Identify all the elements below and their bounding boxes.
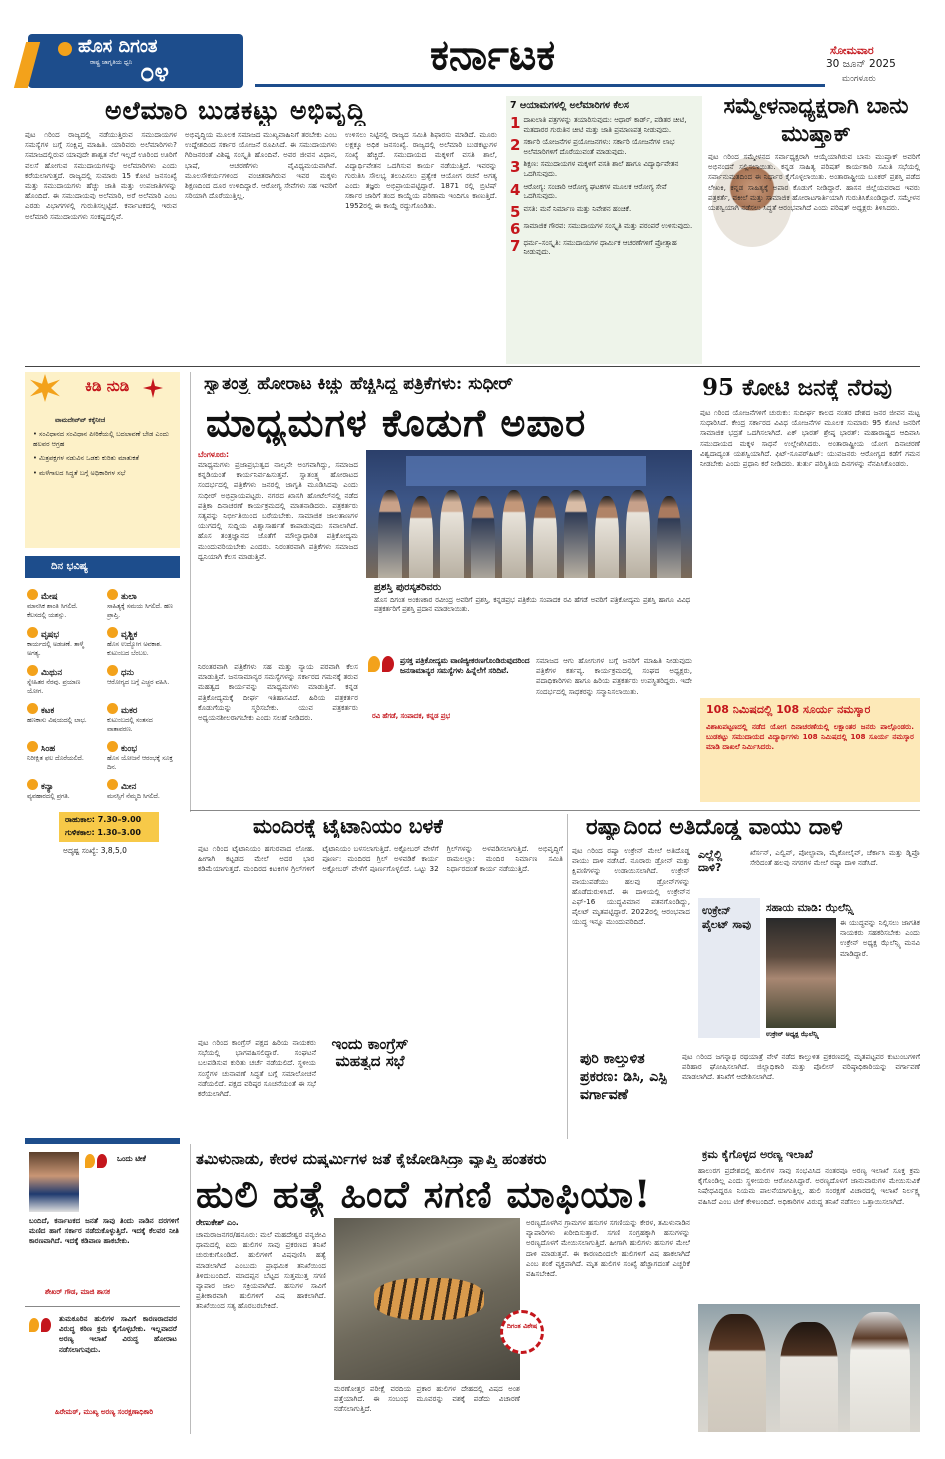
digantha-special-stamp: [500, 1310, 544, 1354]
story-media-photo-caption: ಪ್ರಶಸ್ತಿ ಪುರಸ್ಕತರಿವರು: [374, 582, 442, 593]
russia-where-body: ಖೆರ್ಸನ್, ಎಲ್ವಿವ್, ಪೋಲ್ಟಾವಾ, ಮೈಕೋಲೈವ್, ಚೆರ್ಕಾಸಿ ಮತ್ತು ಡ್ನಿಪ್ರೊ ಸೇರಿದಂತೆ ಹಲವು ನಗರಗಳ ಮೇಲೆ ರಷ್ಯಾ ದಾಳಿ ನಡೆಸಿದೆ.: [750, 848, 920, 868]
award-person-figure: [440, 490, 464, 578]
kidi-nudi-title: ಕಿಡಿ ನುಡಿ: [85, 378, 130, 394]
story-media-headline: ಮಾಧ್ಯಮಗಳ ಕೊಡುಗೆ ಅಪಾರ: [206, 400, 587, 445]
zelensky-photo: [766, 918, 836, 1028]
horoscope-sign-text: ಮಾನಸಿಕ ಶಾಂತಿ ಸಿಗಲಿದೆ. ಕೆಲಸದಲ್ಲಿ ಯಶಸ್ಸು.: [27, 603, 78, 619]
page-number: ೦೪: [140, 58, 170, 88]
box-commissions-title: 7 ಆಯಾಮಗಳಲ್ಲಿ ಅಲೆಮಾರಿಗಳ ಕೆಲಸ: [510, 100, 629, 111]
commission-item: [510, 205, 698, 219]
box-108-body: ವಿಶಾಖಪಟ್ಟಣದಲ್ಲಿ ನಡೆದ ಯೋಗ ದಿನಾಚರಣೆಯಲ್ಲಿ ಲಕ್ಷಾಂತರ ಜನರು ಪಾಲ್ಗೊಂಡರು. ಬುಡಕಟ್ಟು ಸಮುದಾಯದ ವಿದ್ಯಾರ್ಥಿಗಳು 108 ನಿಮಿಷದಲ್ಲಿ 108 ಸೂರ್ಯ ನಮಸ್ಕಾರ ಮಾಡಿ ದಾಖಲೆ ನಿರ್ಮಿಸಿದರು.: [706, 722, 914, 752]
horoscope-sign: [27, 698, 97, 726]
horoscope-sign-name: ಕುಂಭ: [121, 744, 138, 754]
divider-mid-row: [190, 810, 920, 811]
story-forest-body: ಹಾಲುರಗ ಪ್ರದೇಶದಲ್ಲಿ ಹುಲಿಗಳ ಸಾವು ಸಂಭವಿಸಿದ ನಂತರವೂ ಅರಣ್ಯ ಇಲಾಖೆ ಸೂಕ್ತ ಕ್ರಮ ಕೈಗೊಂಡಿಲ್ಲ ಎಂದು ಸ್ಥಳೀಯರು ಆರೋಪಿಸಿದ್ದಾರೆ. ಅರಣ್ಯದೊಳಗೆ ಜಾನುವಾರುಗಳ ಮೇಯಿಸುವಿಕೆ ನಿಷೇಧವಿದ್ದರೂ ನಿಯಮ ಪಾಲನೆಯಾಗುತ್ತಿಲ್ಲ. ಹುಲಿ ಸಂರಕ್ಷಣೆ ವಿಚಾರದಲ್ಲಿ ಇಲಾಖೆ ನಿರ್ಲಕ್ಷ್ಯ ವಹಿಸಿದೆ ಎಂಬ ಟೀಕೆ ಕೇಳಿಬಂದಿದೆ. ಅಧಿಕಾರಿಗಳ ವಿರುದ್ಧ ತನಿಖೆ ನಡೆಸಲು ಒತ್ತಾಯಿಸಲಾಗಿದೆ.: [698, 1166, 920, 1206]
commission-item-text: ದಾಖಲಾತಿ ಪತ್ರಗಳನ್ನು ತಯಾರಿಸುವುದು: ಆಧಾರ್ ಕಾರ್ಡ್, ಪಡಿತರ ಚೀಟಿ, ಮತದಾರರ ಗುರುತಿನ ಚೀಟಿ ಮತ್ತು ಜಾತಿ ಪ್ರಮಾಣಪತ್ರ ನೀಡುವುದು.: [523, 116, 687, 134]
masthead-logo: ಹೊಸ ದಿಗಂತ: [78, 36, 158, 57]
story-tiger-col3: ಅರಣ್ಯದೊಳಗಿನ ಗ್ರಾಮಗಳ ಹಸುಗಳ ಸಗಣಿಯನ್ನು ಕೇರಳ, ತಮಿಳುನಾಡಿನ ವ್ಯಾಪಾರಿಗಳು ಖರೀದಿಸುತ್ತಾರೆ. ಸಗಣಿ ಸಂಗ್ರಹಕ್ಕಾಗಿ ಹಸುಗಳನ್ನು ಅರಣ್ಯದೊಳಗೆ ಮೇಯಿಸಲಾಗುತ್ತಿದೆ. ಹೀಗಾಗಿ ಹುಲಿಗಳು ಹಸುಗಳ ಮೇಲೆ ದಾಳಿ ಮಾಡುತ್ತವೆ. ಈ ಕಾರಣದಿಂದಲೇ ಹುಲಿಗಳಿಗೆ ವಿಷ ಹಾಕಲಾಗಿದೆ ಎಂಬ ಶಂಕೆ ವ್ಯಕ್ತವಾಗಿದೆ. ಮೃತ ಹುಲಿಗಳ ಸಂಖ್ಯೆ ಹೆಚ್ಚಾಗದಂತೆ ಎಚ್ಚರಿಕೆ ವಹಿಸಬೇಕಿದೆ.: [526, 1218, 690, 1279]
horoscope-box: [25, 556, 180, 856]
story-media-kicker: ಸ್ವಾತಂತ್ರ್ಯ ಹೋರಾಟ ಕಿಚ್ಚು ಹೆಚ್ಚಿಸಿದ್ದ ಪತ್ರಿಕೆಗಳು: ಸುಧೀರ್: [204, 374, 513, 394]
story-almari: [25, 96, 500, 364]
horoscope-sign: [27, 584, 97, 621]
story-almari-col3: ಉಳಿಸಲು ನಿಟ್ಟಿನಲ್ಲಿ ರಾಜ್ಯದ ಸಮಿತಿ ಶಿಫಾರಸು ಮಾಡಿದೆ. ಮೂರು ಲಕ್ಷಕ್ಕೂ ಅಧಿಕ ಜನಸಂಖ್ಯೆ. ರಾಜ್ಯದಲ್ಲಿ ಅಲೆಮಾರಿ ಬುಡಕಟ್ಟುಗಳ ಸಂಖ್ಯೆ ಹೆಚ್ಚಿದೆ. ಸಮುದಾಯದ ಮಕ್ಕಳಿಗೆ ವಸತಿ ಶಾಲೆ, ವಿದ್ಯಾರ್ಥಿವೇತನ ಒದಗಿಸುವ ಕಾರ್ಯ ನಡೆಯುತ್ತಿದೆ. ಇವರನ್ನು ಗುರುತಿಸಿ ಸೌಲಭ್ಯ ತಲುಪಿಸಲು ಪ್ರತ್ಯೇಕ ಆಯೋಗ ರಚನೆ ಅಗತ್ಯ ಎಂದು ತಜ್ಞರು ಅಭಿಪ್ರಾಯಪಟ್ಟಿದ್ದಾರೆ. 1871 ರಲ್ಲಿ ಬ್ರಿಟಿಷ್ ಸರ್ಕಾರ ಜಾರಿಗೆ ತಂದ ಕಾಯ್ದೆಯ ಪರಿಣಾಮ ಇಂದಿಗೂ ಕಾಣುತ್ತಿದೆ. 1952ರಲ್ಲಿ ಈ ಕಾಯ್ದೆ ರದ್ದುಗೊಂಡಿತು.: [345, 130, 497, 211]
box-108: [700, 698, 920, 802]
story-media: [198, 372, 693, 808]
commission-item-number: 7: [510, 238, 521, 255]
zodiac-icon: [107, 703, 118, 714]
zelensky-caption: ಉಕ್ರೇನ್ ಅಧ್ಯಕ್ಷ ಝೆಲೆನ್ಸ್ಕಿ: [766, 1030, 819, 1038]
accused-persons-photo: [698, 1304, 920, 1432]
column-comment-2: [25, 1310, 180, 1430]
column-comment-1-quote-icon: [85, 1154, 109, 1172]
story-tiger-col2: ಮರಣೋತ್ತರ ಪರೀಕ್ಷೆ ವರದಿಯ ಪ್ರಕಾರ ಹುಲಿಗಳ ದೇಹದಲ್ಲಿ ವಿಷದ ಅಂಶ ಪತ್ತೆಯಾಗಿದೆ. ಈ ಸಂಬಂಧ ಮೂವರನ್ನು ವಶಕ್ಕೆ ಪಡೆದು ವಿಚಾರಣೆ ನಡೆಸಲಾಗುತ್ತಿದೆ.: [334, 1384, 520, 1414]
column-comment-1-author: ಶೇಖರ್ ಗೌಡ, ಮಾಜಿ ಶಾಸಕ: [45, 1288, 111, 1296]
russia-where-title: ಎಲ್ಲೆಲ್ಲಿ ದಾಳಿ?: [698, 848, 723, 874]
story-titanium-body: ಪುಟ ೧ರಿಂದ ಟೈಟಾನಿಯಂ ಹಗುರವಾದ ಲೋಹ. ಹೀಗಾಗಿ ಕಟ್ಟಡದ ಮೇಲೆ ಅದರ ಭಾರ ಕಡಿಮೆಯಾಗುತ್ತದೆ. ಮಂದಿರದ ಕಿಟಕಿಗಳ ಗ್ರಿಲ್‌ಗಳಿಗೆ ಟೈಟಾನಿಯಂ ಬಳಸಲಾಗುತ್ತಿದೆ. ಅಕ್ಟೋಬರ್ ವೇಳೆಗೆ ಪೂರ್ಣ: ಮಂದಿರದ ಗ್ರಿಲ್ ಅಳವಡಿಕೆ ಕಾರ್ಯ ಅಕ್ಟೋಬರ್ ವೇಳೆಗೆ ಪೂರ್ಣಗೊಳ್ಳಲಿದೆ. ಒಟ್ಟು 32 ಗ್ರಿಲ್‌ಗಳನ್ನು ಅಳವಡಿಸಲಾಗುತ್ತಿದೆ. ಅಭಿವೃದ್ಧಿಗೆ ರಾಮಲಲ್ಲಾ: ಮಂದಿರ ನಿರ್ಮಾಣ ಸಮಿತಿ ನಿರ್ಧಾರದಂತೆ ಕಾರ್ಯ ನಡೆಯುತ್ತಿದೆ.: [198, 844, 563, 874]
award-person-figure: [564, 490, 588, 578]
award-person-figure: [471, 496, 495, 578]
commission-item-number: 1: [510, 116, 521, 132]
bottom-left-bar: [25, 1138, 180, 1144]
registration-marks-bottom-3: [830, 1440, 890, 1448]
story-tiger-kicker: ತಮಿಳುನಾಡು, ಕೇರಳ ದುಷ್ಕರ್ಮಿಗಳ ಜತೆ ಕೈಜೋಡಿಸಿದ್ರಾ ವ್ಯಾಪ್ತಿ ಹಂತಕರು: [196, 1150, 547, 1168]
award-person-figure: [657, 496, 681, 578]
commission-item-text: ವಸತಿ: ಮನೆ ನಿರ್ಮಾಣ ಮತ್ತು ನಿವೇಶನ ಹಂಚಿಕೆ.: [523, 204, 632, 213]
story-almari-headline: ಅಲೆಮಾರಿ ಬುಡಕಟ್ಟು ಅಭಿವೃದ್ಧಿ: [105, 96, 367, 125]
kidi-nudi-item: • ಮಳೆಗಾಲದ ಸಿದ್ಧತೆ ಬಗ್ಗೆ ಅಧಿಕಾರಿಗಳ ಸಭೆ: [33, 468, 126, 477]
kidi-nudi-item: • ಮಿತ್ರಪಕ್ಷಗಳ ನಡುವಿನ ಒಡಕು ಕುರಿತು ಮಾತುಕತೆ: [33, 454, 140, 462]
commission-item: [510, 116, 698, 135]
divider-vertical-lower: [567, 814, 568, 1139]
horoscope-sign-text: ಹೊಸ ಉದ್ಯೋಗ ಅವಕಾಶ. ಕುಟುಂಬದ ಬೆಂಬಲ.: [107, 641, 162, 657]
horoscope-sign: [107, 660, 177, 688]
column-comment-1-title: ಒಂದು ಟೀಕೆ: [117, 1154, 146, 1163]
registration-marks-bottom-2: [432, 1440, 492, 1448]
commission-item-number: 6: [510, 221, 521, 236]
story-forest: [698, 1148, 920, 1438]
story-tiger-byline: ರೇಣುಕೇಶ್ ಎಂ.: [196, 1218, 239, 1227]
commission-item-number: 5: [510, 204, 521, 219]
column-comment-2-quote-icon: [29, 1318, 53, 1336]
horoscope-sign-text: ಸಾಹಿತ್ಯಕ್ಕೆ ಸಮಯ ಸಿಗಲಿದೆ. ಹಣ ಪ್ರಾಪ್ತಿ.: [107, 603, 173, 619]
commission-item: [510, 160, 698, 179]
box-108-title: 108 ನಿಮಿಷದಲ್ಲಿ 108 ಸೂರ್ಯ ನಮಸ್ಕಾರ: [706, 703, 871, 716]
russia-help-body: ಈ ಯುದ್ಧವನ್ನು ನಿಲ್ಲಿಸಲು ಜಾಗತಿಕ ನಾಯಕರು ಸಹಕರಿಸಬೇಕು ಎಂದು ಉಕ್ರೇನ್ ಅಧ್ಯಕ್ಷ ಝೆಲೆನ್ಸ್ಕಿ ಮನವಿ ಮಾಡಿದ್ದಾರೆ.: [840, 918, 920, 958]
commission-item-text: ಸಾಮಾಜಿಕ ಗೌರವ: ಸಮುದಾಯಗಳ ಸಂಸ್ಕೃತಿ ಮತ್ತು ಪರಂಪರೆ ಉಳಿಸುವುದು.: [523, 221, 693, 230]
horoscope-sign-name: ಧನು: [121, 668, 134, 678]
zodiac-icon: [107, 589, 118, 600]
story-tiger-headline: ಹುಲಿ ಹತ್ಯೆ ಹಿಂದೆ ಸಗಣಿ ಮಾಫಿಯಾ!: [196, 1172, 652, 1216]
horoscope-sign-text: ಮನಸ್ಸಿಗೆ ನೆಮ್ಮದಿ ಸಿಗಲಿದೆ.: [107, 793, 160, 800]
story-tiger: [196, 1144, 690, 1434]
story-congress: [198, 1036, 563, 1140]
story-russia-headline: ರಷ್ಯಾದಿಂದ ಅತಿದೊಡ್ಡ ವಾಯು ದಾಳಿ: [586, 814, 843, 840]
award-banner-shape: [406, 456, 646, 486]
story-media-quote: ಪ್ರಸಕ್ತ ಪತ್ರಿಕೋದ್ಯಮ ವಾಣಿಜ್ಯೀಕರಣಗೊಂಡಿರುವುದರಿಂದ ಜನಸಾಮಾನ್ಯರ ಸಮಸ್ಯೆಗಳು ಹಿನ್ನೆಲೆಗೆ ಸರಿದಿವೆ.: [400, 656, 530, 675]
award-person-figure: [378, 490, 402, 578]
section-title-underline: [255, 84, 825, 87]
box-commissions: [506, 96, 702, 364]
award-person-figure: [595, 496, 619, 578]
story-95crore-headline: 95 ಕೋಟಿ ಜನಕ್ಕೆ ನೆರವು: [702, 374, 892, 401]
kidi-nudi-spark-icon: [143, 378, 163, 398]
commission-item: [510, 222, 698, 236]
kidi-nudi-burst-icon: [30, 374, 60, 402]
story-titanium-headline: ಮಂದಿರಕ್ಕೆ ಟೈಟಾನಿಯಂ ಬಳಕೆ: [253, 814, 444, 838]
horoscope-lucky: ಅದೃಷ್ಟ ಸಂಖ್ಯೆ: 3,8,5,0: [63, 846, 127, 855]
horoscope-sign: [27, 774, 97, 802]
horoscope-sign: [27, 660, 97, 697]
story-media-photo-credits: ಹೊಸ ದಿಗಂತ ಅಂಕಣಕಾರ ರವೀಂದ್ರ ಅವರಿಗೆ ಪ್ರಶಸ್ತಿ, ಕನ್ನಡಪ್ರಭ ಪತ್ರಿಕೆಯ ಸಂಪಾದಕ ರವಿ ಹೆಗಡೆ ಅವರಿಗೆ ಪತ್ರಿಕೋದ್ಯಮ ಪ್ರಶಸ್ತಿ ಹಾಗೂ ವಿವಿಧ ಪತ್ರಕರ್ತರಿಗೆ ಪ್ರಶಸ್ತಿ ಪ್ರದಾನ ಮಾಡಲಾಯಿತು.: [374, 596, 690, 613]
story-puri-body: ಪುಟ ೧ರಿಂದ ಜಗನ್ನಾಥ ರಥಯಾತ್ರೆ ವೇಳೆ ನಡೆದ ಕಾಲ್ತುಳಿತ ಪ್ರಕರಣದಲ್ಲಿ ಮೃತಪಟ್ಟವರ ಕುಟುಂಬಗಳಿಗೆ ಪರಿಹಾರ ಘೋಷಿಸಲಾಗಿದೆ. ಜಿಲ್ಲಾಧಿಕಾರಿ ಮತ್ತು ಪೊಲೀಸ್ ವರಿಷ್ಠಾಧಿಕಾರಿಯನ್ನು ವರ್ಗಾವಣೆ ಮಾಡಲಾಗಿದೆ. ತನಿಖೆಗೆ ಆದೇಶಿಸಲಾಗಿದೆ.: [682, 1052, 920, 1082]
commission-item-number: 3: [510, 160, 521, 177]
horoscope-sign: [107, 584, 177, 621]
kidi-nudi-item: • ಸಂವಿಧಾನದ ಸಂವಿಧಾನ ಪೀಠಿಕೆಯಲ್ಲಿ ಬದಲಾವಣೆ ಬೇಡ ಎಂದು ಹಲವರ ಆಗ್ರಹ: [33, 430, 169, 448]
horoscope-sign-text: ಕಾರ್ಯದಲ್ಲಿ ಅಡಚಣೆ. ತಾಳ್ಮೆ ಅಗತ್ಯ.: [27, 641, 85, 657]
story-almari-col1: ಪುಟ ೧ರಿಂದ ರಾಜ್ಯದಲ್ಲಿ ನಡೆಯುತ್ತಿರುವ ಸಮುದಾಯಗಳ ಸಮಸ್ಯೆಗಳ ಬಗ್ಗೆ ಸಂಕ್ಷಿಪ್ತ ಮಾಹಿತಿ. ಯಾರಿವರು ಅಲೆಮಾರಿಗಳು? ಸಮಾಜದಲ್ಲಿರುವ ಯಾವುದೇ ಶಾಶ್ವತ ನೆಲೆ ಇಲ್ಲದೆ ಊರಿಂದ ಊರಿಗೆ ವಲಸೆ ಹೋಗುವ ಸಮುದಾಯಗಳನ್ನು ಅಲೆಮಾರಿಗಳು ಎಂದು ಕರೆಯಲಾಗುತ್ತದೆ. ರಾಜ್ಯದಲ್ಲಿ ಸುಮಾರು 15 ಕೋಟಿ ಜನಸಂಖ್ಯೆ ಮತ್ತು ಸಮುದಾಯಗಳು ಹೆಚ್ಚು ಜಾತಿ ಮತ್ತು ಉಪಜಾತಿಗಳನ್ನು ಹೊಂದಿದೆ. ಈ ಸಮುದಾಯವು ಅಲೆಮಾರಿ, ಅರೆ ಅಲೆಮಾರಿ ಎಂಬ ಎರಡು ವಿಭಾಗಗಳಲ್ಲಿ ಗುರುತಿಸಲ್ಪಟ್ಟಿದೆ. ಕರ್ನಾಟಕದಲ್ಲಿ ಇರುವ ಅಲೆಮಾರಿ ಸಮುದಾಯಗಳು ಸಂಕಷ್ಟದಲ್ಲಿವೆ.: [25, 130, 177, 221]
person-2-shape: [780, 1322, 838, 1432]
commission-item-number: 4: [510, 182, 521, 199]
zodiac-icon: [27, 627, 38, 638]
divider-columns-left: [25, 1306, 180, 1307]
commission-item: [510, 138, 698, 157]
tiger-body-shape: [374, 1278, 484, 1320]
story-congress-headline: ಇಂದು ಕಾಂಗ್ರೆಸ್ ಮಹತ್ವದ ಸಭೆ: [331, 1036, 409, 1070]
story-95crore: [700, 372, 920, 808]
zodiac-icon: [107, 665, 118, 676]
horoscope-sign-text: ಹೊಸ ಯೋಜನೆ ಆರಂಭಕ್ಕೆ ಸೂಕ್ತ ದಿನ.: [107, 755, 173, 771]
award-group-photo: [366, 450, 692, 578]
zodiac-icon: [27, 741, 38, 752]
horoscope-sign: [27, 736, 97, 764]
masthead: [0, 0, 945, 92]
zodiac-icon: [107, 627, 118, 638]
column-comment-1: [25, 1146, 180, 1306]
story-almari-col2: ಅಭಿವೃದ್ಧಿಯ ಮೂಲಕ ಸಮಾಜದ ಮುಖ್ಯವಾಹಿನಿಗೆ ತರಬೇಕು ಎಂಬ ಉದ್ದೇಶದಿಂದ ಸರ್ಕಾರ ಯೋಜನೆ ರೂಪಿಸಿದೆ. ಈ ಸಮುದಾಯಗಳು ಗಿರಿಜನರಂತೆ ವಿಶಿಷ್ಟ ಸಂಸ್ಕೃತಿ ಹೊಂದಿವೆ. ಅವರ ಜೀವನ ವಿಧಾನ, ಭಾಷೆ, ಆಚರಣೆಗಳು ವೈವಿಧ್ಯಮಯವಾಗಿವೆ. ಮೂಲಸೌಕರ್ಯಗಳಿಂದ ವಂಚಿತರಾಗಿರುವ ಇವರ ಮಕ್ಕಳು ಶಿಕ್ಷಣದಿಂದ ದೂರ ಉಳಿದಿದ್ದಾರೆ. ಆರೋಗ್ಯ ಸೇವೆಗಳು ಸಹ ಇವರಿಗೆ ಸರಿಯಾಗಿ ದೊರೆಯುತ್ತಿಲ್ಲ.: [185, 130, 337, 201]
person-3-shape: [850, 1312, 910, 1432]
kidi-nudi-box: [25, 372, 180, 548]
horoscope-sign: [107, 622, 177, 659]
horoscope-sign-name: ಕಟಕ: [41, 706, 55, 716]
story-congress-body: ಪುಟ ೧ರಿಂದ ಕಾಂಗ್ರೆಸ್ ಪಕ್ಷದ ಹಿರಿಯ ನಾಯಕರು ಸಭೆಯಲ್ಲಿ ಭಾಗವಹಿಸಲಿದ್ದಾರೆ. ಸಂಘಟನೆ ಬಲಪಡಿಸುವ ಕುರಿತು ಚರ್ಚೆ ನಡೆಯಲಿದೆ. ಸ್ಥಳೀಯ ಸಂಸ್ಥೆಗಳ ಚುನಾವಣೆ ಸಿದ್ಧತೆ ಬಗ್ಗೆ ಸಮಾಲೋಚನೆ ನಡೆಯಲಿದೆ. ಪಕ್ಷದ ವರಿಷ್ಠರ ಸೂಚನೆಯಂತೆ ಈ ಸಭೆ ಕರೆಯಲಾಗಿದೆ.: [198, 1038, 316, 1099]
story-95crore-body: ಪುಟ ೧ರಿಂದ ಯೋಜನೆಗಳಿಗೆ ಚುರುಕು: ಸುದೀರ್ಘ ಕಾಲದ ನಂತರ ದೇಶದ ಜನರ ಜೀವನ ಮಟ್ಟ ಸುಧಾರಿಸಿದೆ. ಕೇಂದ್ರ ಸರ್ಕಾರದ ವಿವಿಧ ಯೋಜನೆಗಳ ಮೂಲಕ ಸುಮಾರು 95 ಕೋಟಿ ಜನರಿಗೆ ಸಾಮಾಜಿಕ ಭದ್ರತೆ ಒದಗಿಸಲಾಗಿದೆ. ಏಕ್ ಭಾರತ್ ಶ್ರೇಷ್ಠ ಭಾರತ್: ಮಹಾರಾಷ್ಟ್ರದ ಆದಿವಾಸಿ ಸಮುದಾಯದ ಮಕ್ಕಳ ಸಾಧನೆ ಉಲ್ಲೇಖಿಸಿದರು. ಅಂತಾರಾಷ್ಟ್ರೀಯ ಯೋಗ ದಿನಾಚರಣೆ ವಿಶ್ವದಾದ್ಯಂತ ಯಶಸ್ವಿಯಾಗಿದೆ. ಫಿಟ್-ಸೂಪರ್‌ಹಿಟ್: ಯುವಜನರು ಆರೋಗ್ಯದ ಕಡೆಗೆ ಗಮನ ನೀಡಬೇಕು ಎಂದು ಪ್ರಧಾನಿ ಕರೆ ನೀಡಿದರು. ತುರ್ತು ಪರಿಸ್ಥಿತಿಯ ದಿನಗಳನ್ನು ನೆನಪಿಸಿಕೊಂಡರು.: [700, 408, 920, 469]
masthead-day: ಸೋಮವಾರ: [830, 44, 874, 57]
horoscope-sign-name: ತುಲಾ: [121, 592, 137, 602]
divider-vertical-mid: [190, 372, 191, 812]
horoscope-sign-text: ಆರೋಗ್ಯದ ಬಗ್ಗೆ ಎಚ್ಚರ ವಹಿಸಿ.: [107, 679, 170, 686]
horoscope-sign-name: ಮಕರ: [121, 706, 138, 716]
zodiac-icon: [27, 589, 38, 600]
horoscope-sign-text: ಕುಟುಂಬದಲ್ಲಿ ಸಂತಸದ ವಾತಾವರಣ.: [107, 717, 153, 733]
commission-item: [510, 239, 698, 258]
story-media-col3: ಸಮಾಜದ ಆಗು ಹೋಗುಗಳ ಬಗ್ಗೆ ಜನರಿಗೆ ಮಾಹಿತಿ ನೀಡುವುದು ಪತ್ರಿಕೆಗಳ ಕರ್ತವ್ಯ. ಕಾರ್ಯಕ್ರಮದಲ್ಲಿ ಸಂಘದ ಅಧ್ಯಕ್ಷರು, ಪದಾಧಿಕಾರಿಗಳು ಹಾಗೂ ಹಿರಿಯ ಪತ್ರಕರ್ತರು ಉಪಸ್ಥಿತರಿದ್ದರು. ಇದೇ ಸಂದರ್ಭದಲ್ಲಿ ಸಾಧಕರನ್ನು ಸನ್ಮಾನಿಸಲಾಯಿತು.: [536, 656, 692, 696]
story-russia-body: ಪುಟ ೧ರಿಂದ ರಷ್ಯಾ ಉಕ್ರೇನ್ ಮೇಲೆ ಅತಿದೊಡ್ಡ ವಾಯು ದಾಳಿ ನಡೆಸಿದೆ. ನೂರಾರು ಡ್ರೋನ್ ಮತ್ತು ಕ್ಷಿಪಣಿಗಳನ್ನು ಉಡಾಯಿಸಲಾಗಿದೆ. ಉಕ್ರೇನ್ ವಾಯುಪಡೆಯು ಹಲವು ಡ್ರೋನ್‌ಗಳನ್ನು ಹೊಡೆದುರುಳಿಸಿದೆ. ಈ ದಾಳಿಯಲ್ಲಿ ಉಕ್ರೇನ್‌ನ ಎಫ್-16 ಯುದ್ಧವಿಮಾನ ಪತನಗೊಂಡಿದ್ದು, ಪೈಲಟ್ ಮೃತಪಟ್ಟಿದ್ದಾರೆ. 2022ರಲ್ಲಿ ಆರಂಭವಾದ ಯುದ್ಧ ಇನ್ನೂ ಮುಂದುವರಿದಿದೆ.: [572, 846, 690, 927]
horoscope-title: ದಿನ ಭವಿಷ್ಯ: [25, 556, 180, 578]
divider-top-row: [25, 366, 920, 367]
horoscope-gulikakala: ಗುಳಿಕಕಾಲ: 1.30–3.00: [65, 828, 141, 837]
commission-item-text: ಶಿಕ್ಷಣ: ಸಮುದಾಯಗಳ ಮಕ್ಕಳಿಗೆ ವಸತಿ ಶಾಲೆ ಹಾಗೂ ವಿದ್ಯಾರ್ಥಿವೇತನ ಒದಗಿಸುವುದು.: [523, 160, 679, 178]
story-titanium: [198, 814, 563, 1036]
horoscope-sign-text: ಹಣಕಾಸು ವಿಷಯದಲ್ಲಿ ಲಾಭ.: [27, 717, 87, 724]
digantha-special-stamp-text: ದಿಗಂತ ವಿಶೇಷ: [506, 1322, 538, 1330]
story-puri: [580, 1050, 920, 1140]
award-person-figure: [502, 490, 526, 578]
section-title: ಕರ್ನಾಟಕ: [430, 30, 556, 79]
column-comment-2-body: ತುಮಕೂರಿನ ಹುಲಿಗಳ ಸಾವಿಗೆ ಕಾರಣರಾದವರ ವಿರುದ್ಧ ಕಠಿಣ ಕ್ರಮ ಕೈಗೊಳ್ಳಬೇಕು. ಇಲ್ಲವಾದರೆ ಅರಣ್ಯ ಇಲಾಖೆ ವಿರುದ್ಧ ಹೋರಾಟ ನಡೆಸಲಾಗುವುದು.: [59, 1314, 177, 1354]
story-forest-headline: ಕ್ರಮ ಕೈಗೊಳ್ಳದ ಅರಣ್ಯ ಇಲಾಖೆ: [702, 1148, 813, 1161]
quote-mark-icon: [368, 656, 398, 686]
story-media-col1: ಮಾಧ್ಯಮಗಳು ಪ್ರಜಾಪ್ರಭುತ್ವದ ನಾಲ್ಕನೇ ಅಂಗವಾಗಿದ್ದು, ಸಮಾಜದ ಕನ್ನಡಿಯಂತೆ ಕಾರ್ಯನಿರ್ವಹಿಸುತ್ತವೆ. ಸ್ವಾತಂತ್ರ್ಯ ಹೋರಾಟದ ಸಂದರ್ಭದಲ್ಲಿ ಪತ್ರಿಕೆಗಳು ಜನರಲ್ಲಿ ಜಾಗೃತಿ ಮೂಡಿಸಿದವು ಎಂದು ಸುಧೀರ್ ಅಭಿಪ್ರಾಯಪಟ್ಟರು. ನಗರದ ಖಾಸಗಿ ಹೋಟೆಲ್‌ನಲ್ಲಿ ನಡೆದ ಪತ್ರಿಕಾ ದಿನಾಚರಣೆ ಕಾರ್ಯಕ್ರಮದಲ್ಲಿ ಮಾತನಾಡಿದರು. ಪತ್ರಕರ್ತರು ಸತ್ಯವನ್ನು ನಿರ್ಭೀತಿಯಿಂದ ಬರೆಯಬೇಕು. ಸಾಮಾಜಿಕ ಜಾಲತಾಣಗಳ ಯುಗದಲ್ಲಿ ಸುದ್ದಿಯ ವಿಶ್ವಾಸಾರ್ಹತೆ ಕಾಪಾಡುವುದು ಸವಾಲಾಗಿದೆ. ಹೊಸ ತಂತ್ರಜ್ಞಾನದ ಜೊತೆಗೆ ಮೌಲ್ಯಾಧಾರಿತ ಪತ್ರಿಕೋದ್ಯಮ ಮುಂದುವರಿಯಬೇಕು ಎಂದರು. ನಿರಂತರವಾಗಿ ಪತ್ರಿಕೆಗಳು ಸಮಾಜದ ಧ್ವನಿಯಾಗಿ ಕೆಲಸ ಮಾಡುತ್ತಿವೆ.: [198, 460, 358, 561]
masthead-date: 30 ಜೂನ್ 2025: [826, 58, 896, 70]
commission-item-text: ಸರ್ಕಾರಿ ಯೋಜನೆಗಳ ಪ್ರಯೋಜನಗಳು: ಸರ್ಕಾರಿ ಯೋಜನೆಗಳ ಲಾಭ ಅಲೆಮಾರಿಗಳಿಗೆ ದೊರೆಯುವಂತೆ ಮಾಡುವುದು.: [523, 138, 675, 156]
horoscope-sign-name: ವೃಷಭ: [41, 630, 60, 640]
zodiac-icon: [27, 703, 38, 714]
registration-marks-bottom: [88, 1440, 148, 1448]
horoscope-sign-text: ವ್ಯವಹಾರದಲ್ಲಿ ಪ್ರಗತಿ.: [27, 793, 70, 800]
award-person-figure: [626, 490, 650, 578]
person-1-shape: [708, 1314, 766, 1432]
zodiac-icon: [27, 665, 38, 676]
horoscope-sign-name: ಸಿಂಹ: [41, 744, 56, 754]
newspaper-emblem-icon: [58, 42, 72, 56]
story-banu-body: ಪುಟ ೧ರಿಂದ ಸಮ್ಮೇಳನದ ಸರ್ವಾಧ್ಯಕ್ಷರಾಗಿ ಆಯ್ಕೆಯಾಗಿರುವ ಬಾನು ಮುಷ್ತಾಕ್ ಅವರಿಗೆ ಅಭಿನಂದನೆ ಸಲ್ಲಿಸಲಾಯಿತು. ಕನ್ನಡ ಸಾಹಿತ್ಯ ಪರಿಷತ್ ಕಾರ್ಯಕಾರಿ ಸಮಿತಿ ಸಭೆಯಲ್ಲಿ ಸರ್ವಾನುಮತದಿಂದ ಈ ನಿರ್ಧಾರ ಕೈಗೊಳ್ಳಲಾಯಿತು. ಅಂತಾರಾಷ್ಟ್ರೀಯ ಬೂಕರ್ ಪ್ರಶಸ್ತಿ ಪಡೆದ ಲೇಖಕಿ, ಕನ್ನಡ ಸಾಹಿತ್ಯಕ್ಕೆ ಅಪಾರ ಕೊಡುಗೆ ನೀಡಿದ್ದಾರೆ. ಹಾಸನ ಜಿಲ್ಲೆಯವರಾದ ಇವರು ಪತ್ರಕರ್ತೆ, ವಕೀಲೆ ಮತ್ತು ಸಾಮಾಜಿಕ ಹೋರಾಟಗಾರ್ತಿಯಾಗಿ ಗುರುತಿಸಿಕೊಂಡಿದ್ದಾರೆ. ಸಮ್ಮೇಳನ ಯಶಸ್ವಿಯಾಗಿ ನಡೆಸಲು ಸಿದ್ಧತೆ ಆರಂಭವಾಗಿದೆ ಎಂದು ಪರಿಷತ್ ಅಧ್ಯಕ್ಷರು ತಿಳಿಸಿದರು.: [708, 152, 920, 213]
zodiac-icon: [107, 741, 118, 752]
horoscope-sign-name: ಕನ್ಯಾ: [41, 782, 54, 792]
masthead-edition: ಮಂಗಳೂರು: [842, 74, 876, 84]
commission-item: [510, 183, 698, 202]
horoscope-sign-name: ಮೀನ: [121, 782, 137, 792]
horoscope-sign-name: ವೃಶ್ಚಿಕ: [121, 630, 138, 640]
story-media-col2: ನಿರಂತರವಾಗಿ ಪತ್ರಿಕೆಗಳು ಸಹ ಮತ್ತು ನ್ಯಾಯ ಪರವಾಗಿ ಕೆಲಸ ಮಾಡುತ್ತಿವೆ. ಜನಸಾಮಾನ್ಯರ ಸಮಸ್ಯೆಗಳನ್ನು ಸರ್ಕಾರದ ಗಮನಕ್ಕೆ ತರುವ ಮಹತ್ವದ ಕಾರ್ಯವನ್ನು ಮಾಧ್ಯಮಗಳು ಮಾಡುತ್ತಿವೆ. ಕನ್ನಡ ಪತ್ರಿಕೋದ್ಯಮಕ್ಕೆ ದೀರ್ಘ ಇತಿಹಾಸವಿದೆ. ಹಿರಿಯ ಪತ್ರಕರ್ತರ ಕೊಡುಗೆಯನ್ನು ಸ್ಮರಿಸಬೇಕು. ಯುವ ಪತ್ರಕರ್ತರು ಅಧ್ಯಯನಶೀಲರಾಗಬೇಕು ಎಂದು ಸಲಹೆ ನೀಡಿದರು.: [198, 662, 358, 723]
award-person-figure: [533, 496, 557, 578]
horoscope-sign-text: ಸ್ನೇಹಿತರ ನೆರವು. ಪ್ರಯಾಣ ಯೋಗ.: [27, 679, 81, 695]
story-media-dateline: ಬೆಂಗಳೂರು:: [198, 450, 230, 459]
box-commissions-list: [510, 116, 698, 261]
divider-vertical-bottom: [190, 1144, 191, 1434]
horoscope-sign: [107, 774, 177, 802]
story-banu-headline: ಸಮ್ಮೇಳನಾಧ್ಯಕ್ಷರಾಗಿ ಬಾನು ಮುಷ್ತಾಕ್: [723, 93, 909, 147]
horoscope-sign-text: ನಿರೀಕ್ಷಿತ ಫಲ ದೊರೆಯಲಿದೆ.: [27, 755, 84, 762]
story-banu: [708, 92, 920, 364]
commission-item-text: ಧರ್ಮ–ಸಂಸ್ಕೃತಿ: ಸಮುದಾಯಗಳ ಧಾರ್ಮಿಕ ಆಚರಣೆಗಳಿಗೆ ಪ್ರೋತ್ಸಾಹ ನೀಡುವುದು.: [523, 238, 677, 257]
story-russia: [572, 814, 920, 1046]
columnist-1-photo: [29, 1152, 79, 1212]
column-comment-2-author: ಹಿರೇಮಠ್, ಮುಖ್ಯ ಅರಣ್ಯ ಸಂರಕ್ಷಣಾಧಿಕಾರಿ: [55, 1408, 154, 1416]
horoscope-sign: [107, 698, 177, 735]
commission-item-number: 2: [510, 138, 521, 155]
kidi-nudi-items: [33, 430, 175, 483]
dead-tiger-photo: [334, 1218, 520, 1380]
horoscope-sign: [27, 622, 97, 659]
story-puri-headline: ಪುರಿ ಕಾಲ್ತುಳಿತ ಪ್ರಕರಣ: ಡಿಸಿ, ಎಸ್ಪಿ ವರ್ಗಾವಣೆ: [580, 1051, 667, 1103]
registration-marks-mid: [434, 1133, 494, 1141]
horoscope-rahukala: ರಾಹುಕಾಲ: 7.30–9.00: [65, 815, 142, 824]
masthead-tagline: ರಾಷ್ಟ್ರ ಜಾಗೃತಿಯ ಧ್ವನಿ: [90, 59, 133, 66]
kidi-nudi-byline: ವಾಮದೇವ‍್‍ವ್ ಕಕ್ಕೆನೀಜೆ: [55, 416, 106, 424]
horoscope-sign-name: ಮಿಥುನ: [41, 668, 63, 678]
award-person-figure: [409, 496, 433, 578]
russia-help-title: ಸಹಾಯ ಮಾಡಿ: ಝೆಲೆನ್ಸ್ಕಿ: [766, 902, 854, 914]
story-tiger-col1: ಚಾಮರಾಜನಗರ/ಹನೂರು: ಮಲೆ ಮಹದೇಶ್ವರ ವನ್ಯಜೀವಿ ಧಾಮದಲ್ಲಿ ಐದು ಹುಲಿಗಳ ಸಾವು ಪ್ರಕರಣದ ತನಿಖೆ ಚುರುಕುಗೊಂಡಿದೆ. ಹುಲಿಗಳಿಗೆ ವಿಷವುಣಿಸಿ ಹತ್ಯೆ ಮಾಡಲಾಗಿದೆ ಎಂಬುದು ಪ್ರಾಥಮಿಕ ತನಿಖೆಯಿಂದ ತಿಳಿದುಬಂದಿದೆ. ಮಾದಪ್ಪನ ಬೆಟ್ಟದ ಸುತ್ತಮುತ್ತ ಸಗಣಿ ವ್ಯಾಪಾರ ಜಾಲ ಸಕ್ರಿಯವಾಗಿದೆ. ಹಸುಗಳ ಸಾವಿಗೆ ಪ್ರತೀಕಾರವಾಗಿ ಹುಲಿಗಳಿಗೆ ವಿಷ ಹಾಕಲಾಗಿದೆ. ತನಿಖೆಯಿಂದ ಸತ್ಯ ಹೊರಬರಬೇಕಿದೆ.: [196, 1230, 326, 1311]
zodiac-icon: [27, 779, 38, 790]
russia-pilot-title: ಉಕ್ರೇನ್ ಪೈಲಟ್ ಸಾವು: [702, 904, 752, 931]
zodiac-icon: [107, 779, 118, 790]
story-media-quote-author: ರವಿ ಹೆಗಡೆ, ಸಂಪಾದಕ, ಕನ್ನಡ ಪ್ರಭ: [372, 712, 451, 720]
commission-item-text: ಆರೋಗ್ಯ: ಸಂಚಾರಿ ಆರೋಗ್ಯ ಘಟಕಗಳ ಮೂಲಕ ಆರೋಗ್ಯ ಸೇವೆ ಒದಗಿಸುವುದು.: [523, 182, 667, 201]
horoscope-sign-name: ಮೇಷ: [41, 592, 58, 602]
column-comment-1-body: ಬಂದಿದೆ, ಕರ್ನಾಟಕದ ಜನತೆ ಸಾವು ತಿಂದು ನಾಡಿನ ದರಗಳಿಗೆ ಮಣಿದ ಹಾಗೆ ಸರ್ಕಾರ ನಡೆದುಕೊಳ್ಳುತ್ತಿದೆ. ಇದಕ್ಕೆ ಕೆಲವರ ನೀತಿ ಕಾರಣವಾಗಿದೆ. ಇದಕ್ಕೆ ಕಡಿವಾಣ ಹಾಕಬೇಕು.: [29, 1216, 179, 1246]
horoscope-sign: [107, 736, 177, 773]
